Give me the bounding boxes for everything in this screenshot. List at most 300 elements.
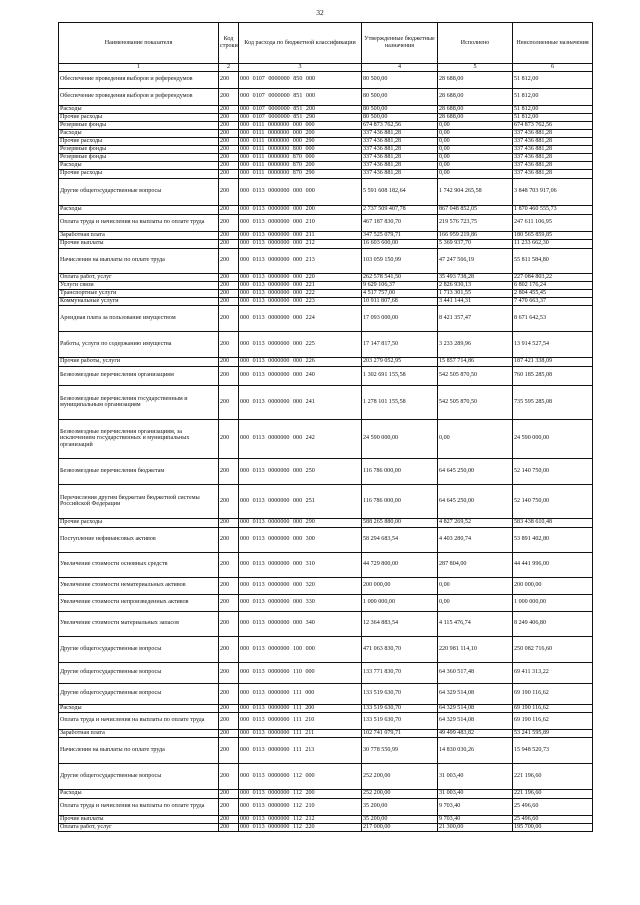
row-executed-amount: 542 505 870,50 [438, 385, 513, 419]
table-row [59, 281, 593, 289]
row-indicator-name: Другие общегосударственные вопросы [59, 178, 219, 205]
table-row [59, 518, 593, 527]
row-remaining-amount: 24 590 000,00 [513, 419, 593, 458]
table-row [59, 763, 593, 789]
table-row [59, 121, 593, 129]
row-remaining-amount: 53 241 595,89 [513, 729, 593, 737]
row-executed-amount: 28 688,00 [438, 113, 513, 121]
row-budget-classification: 000 0113 0000000 000 223 [239, 297, 362, 305]
row-approved-amount: 4 517 757,00 [362, 289, 438, 297]
header-remaining: Неисполненные назначения [513, 23, 593, 64]
row-remaining-amount: 674 873 762,56 [513, 121, 593, 129]
table-row [59, 129, 593, 137]
row-indicator-name: Увеличение стоимости основных средств [59, 552, 219, 577]
row-indicator-name: Арендная плата за пользование имуществом [59, 305, 219, 331]
row-remaining-amount: 11 233 662,30 [513, 239, 593, 248]
row-budget-classification: 000 0113 0000000 112 220 [239, 823, 362, 831]
row-executed-amount: 64 329 514,08 [438, 704, 513, 712]
row-executed-amount: 0,00 [438, 161, 513, 169]
row-executed-amount: 31 003,40 [438, 763, 513, 789]
row-indicator-name: Начисления на выплаты по оплате труда [59, 248, 219, 273]
table-row [59, 169, 593, 178]
row-indicator-name: Прочие расходы [59, 518, 219, 527]
row-indicator-name: Оплата труда и начисления на выплаты по оплате труда [59, 214, 219, 231]
row-remaining-amount: 337 436 881,28 [513, 137, 593, 145]
row-executed-amount: 0,00 [438, 145, 513, 153]
row-approved-amount: 467 187 830,70 [362, 214, 438, 231]
table-row [59, 357, 593, 366]
row-remaining-amount: 1 000 000,00 [513, 594, 593, 611]
row-executed-amount: 0,00 [438, 419, 513, 458]
row-budget-classification: 000 0113 0000000 000 240 [239, 366, 362, 385]
row-approved-amount: 17 093 000,00 [362, 305, 438, 331]
table-row [59, 366, 593, 385]
row-line-code: 200 [219, 518, 239, 527]
row-line-code: 200 [219, 137, 239, 145]
row-line-code: 200 [219, 366, 239, 385]
row-approved-amount: 252 200,00 [362, 763, 438, 789]
row-executed-amount: 0,00 [438, 137, 513, 145]
row-budget-classification: 000 0113 0000000 000 250 [239, 458, 362, 484]
row-budget-classification: 000 0113 0000000 000 200 [239, 205, 362, 214]
row-indicator-name: Обеспечение проведения выборов и референдумов [59, 71, 219, 88]
row-remaining-amount: 25 496,60 [513, 798, 593, 815]
row-line-code: 200 [219, 71, 239, 88]
table-body [59, 71, 593, 831]
row-budget-classification: 000 0113 0000000 000 213 [239, 248, 362, 273]
row-executed-amount: 0,00 [438, 129, 513, 137]
row-approved-amount: 252 200,00 [362, 789, 438, 798]
table-row [59, 153, 593, 161]
row-approved-amount: 116 786 000,00 [362, 484, 438, 518]
row-line-code: 200 [219, 145, 239, 153]
row-line-code: 200 [219, 214, 239, 231]
row-approved-amount: 200 000,00 [362, 577, 438, 594]
row-executed-amount: 31 003,40 [438, 789, 513, 798]
row-approved-amount: 347 525 079,71 [362, 231, 438, 239]
row-approved-amount: 5 591 608 182,64 [362, 178, 438, 205]
row-budget-classification: 000 0113 0000000 000 251 [239, 484, 362, 518]
table-row [59, 297, 593, 305]
row-budget-classification: 000 0113 0000000 000 241 [239, 385, 362, 419]
row-approved-amount: 80 500,00 [362, 88, 438, 105]
row-line-code: 200 [219, 113, 239, 121]
row-executed-amount: 64 645 250,00 [438, 458, 513, 484]
row-approved-amount: 44 729 800,00 [362, 552, 438, 577]
row-approved-amount: 217 000,00 [362, 823, 438, 831]
row-executed-amount: 0,00 [438, 594, 513, 611]
row-approved-amount: 1 302 691 155,58 [362, 366, 438, 385]
row-budget-classification: 000 0113 0000000 000 221 [239, 281, 362, 289]
table-row [59, 273, 593, 281]
row-remaining-amount: 221 196,60 [513, 763, 593, 789]
row-executed-amount: 9 703,40 [438, 815, 513, 823]
row-indicator-name: Другие общегосударственные вопросы [59, 636, 219, 662]
budget-execution-table [58, 22, 593, 832]
row-budget-classification: 000 0111 0000000 800 000 [239, 145, 362, 153]
table-row [59, 137, 593, 145]
row-executed-amount: 9 703,40 [438, 798, 513, 815]
table-row [59, 205, 593, 214]
row-remaining-amount: 195 700,00 [513, 823, 593, 831]
row-indicator-name: Другие общегосударственные вопросы [59, 683, 219, 704]
row-line-code: 200 [219, 577, 239, 594]
row-line-code: 200 [219, 161, 239, 169]
row-remaining-amount: 337 436 881,28 [513, 161, 593, 169]
row-line-code: 200 [219, 527, 239, 552]
row-approved-amount: 133 519 630,70 [362, 704, 438, 712]
row-budget-classification: 000 0113 0000000 000 340 [239, 611, 362, 636]
row-line-code: 200 [219, 297, 239, 305]
row-line-code: 200 [219, 611, 239, 636]
row-approved-amount: 10 911 807,68 [362, 297, 438, 305]
row-budget-classification: 000 0111 0000000 870 200 [239, 161, 362, 169]
row-remaining-amount: 53 891 402,80 [513, 527, 593, 552]
table-row [59, 577, 593, 594]
row-approved-amount: 24 590 000,00 [362, 419, 438, 458]
table-row [59, 289, 593, 297]
header-row [59, 23, 593, 64]
row-approved-amount: 80 500,00 [362, 105, 438, 113]
header-executed: Исполнено [438, 23, 513, 64]
row-indicator-name: Резервные фонды [59, 153, 219, 161]
row-budget-classification: 000 0111 0000000 000 000 [239, 121, 362, 129]
row-remaining-amount: 3 848 703 917,06 [513, 178, 593, 205]
row-budget-classification: 000 0113 0000000 111 213 [239, 737, 362, 763]
row-indicator-name: Безвозмездные перечисления организациям, за исключением государственных и муниципальных организаций [59, 419, 219, 458]
row-executed-amount: 64 329 514,08 [438, 712, 513, 729]
row-executed-amount: 21 300,00 [438, 823, 513, 831]
row-approved-amount: 1 000 000,00 [362, 594, 438, 611]
row-line-code: 200 [219, 594, 239, 611]
row-executed-amount: 4 827 269,52 [438, 518, 513, 527]
table-row [59, 737, 593, 763]
row-line-code: 200 [219, 273, 239, 281]
row-budget-classification: 000 0113 0000000 100 000 [239, 636, 362, 662]
row-budget-classification: 000 0113 0000000 111 211 [239, 729, 362, 737]
row-line-code: 200 [219, 248, 239, 273]
table-row [59, 105, 593, 113]
row-indicator-name: Услуги связи [59, 281, 219, 289]
row-executed-amount: 28 688,00 [438, 105, 513, 113]
table-row [59, 214, 593, 231]
row-approved-amount: 16 603 600,00 [362, 239, 438, 248]
column-number-row [59, 64, 593, 72]
row-remaining-amount: 44 441 996,00 [513, 552, 593, 577]
header-indicator-name: Наименование показателя [59, 23, 219, 64]
row-executed-amount: 1 713 301,55 [438, 289, 513, 297]
row-approved-amount: 17 147 817,50 [362, 331, 438, 357]
row-remaining-amount: 25 496,60 [513, 815, 593, 823]
row-executed-amount: 2 826 930,13 [438, 281, 513, 289]
row-remaining-amount: 337 436 881,28 [513, 129, 593, 137]
row-remaining-amount: 52 140 750,00 [513, 458, 593, 484]
row-executed-amount: 4 403 280,74 [438, 527, 513, 552]
row-indicator-name: Безвозмездные перечисления бюджетам [59, 458, 219, 484]
row-line-code: 200 [219, 178, 239, 205]
row-approved-amount: 337 436 881,28 [362, 169, 438, 178]
row-budget-classification: 000 0111 0000000 000 290 [239, 137, 362, 145]
row-indicator-name: Резервные фонды [59, 121, 219, 129]
row-line-code: 200 [219, 729, 239, 737]
row-remaining-amount: 760 185 285,08 [513, 366, 593, 385]
table-row [59, 385, 593, 419]
row-line-code: 200 [219, 385, 239, 419]
row-budget-classification: 000 0113 0000000 000 320 [239, 577, 362, 594]
row-budget-classification: 000 0111 0000000 870 290 [239, 169, 362, 178]
row-budget-classification: 000 0113 0000000 000 330 [239, 594, 362, 611]
table-row [59, 88, 593, 105]
row-budget-classification: 000 0113 0000000 112 200 [239, 789, 362, 798]
row-approved-amount: 35 200,00 [362, 815, 438, 823]
row-indicator-name: Прочие расходы [59, 113, 219, 121]
row-indicator-name: Резервные фонды [59, 145, 219, 153]
row-remaining-amount: 51 812,00 [513, 113, 593, 121]
row-budget-classification: 000 0113 0000000 112 212 [239, 815, 362, 823]
row-budget-classification: 000 0107 0000000 850 000 [239, 71, 362, 88]
row-budget-classification: 000 0111 0000000 870 000 [239, 153, 362, 161]
row-approved-amount: 337 436 881,28 [362, 129, 438, 137]
column-number: 2 [219, 64, 239, 72]
row-approved-amount: 2 737 509 407,78 [362, 205, 438, 214]
row-indicator-name: Расходы [59, 789, 219, 798]
row-remaining-amount: 15 948 520,73 [513, 737, 593, 763]
row-approved-amount: 262 578 541,50 [362, 273, 438, 281]
row-indicator-name: Увеличение стоимости непроизведенных активов [59, 594, 219, 611]
row-approved-amount: 80 500,00 [362, 71, 438, 88]
row-budget-classification: 000 0113 0000000 000 242 [239, 419, 362, 458]
column-number: 3 [239, 64, 362, 72]
row-line-code: 200 [219, 153, 239, 161]
row-approved-amount: 102 741 079,71 [362, 729, 438, 737]
row-indicator-name: Прочие выплаты [59, 815, 219, 823]
table-row [59, 527, 593, 552]
table-row [59, 484, 593, 518]
table-row [59, 71, 593, 88]
row-approved-amount: 337 436 881,28 [362, 137, 438, 145]
row-executed-amount: 0,00 [438, 577, 513, 594]
row-remaining-amount: 187 421 338,09 [513, 357, 593, 366]
row-executed-amount: 28 688,00 [438, 88, 513, 105]
row-line-code: 200 [219, 798, 239, 815]
row-line-code: 200 [219, 789, 239, 798]
row-indicator-name: Прочие выплаты [59, 239, 219, 248]
table-row [59, 594, 593, 611]
row-remaining-amount: 7 470 663,37 [513, 297, 593, 305]
row-approved-amount: 337 436 881,28 [362, 161, 438, 169]
header-approved: Утвержденные бюджетные назначения [362, 23, 438, 64]
row-approved-amount: 133 519 630,70 [362, 683, 438, 704]
row-remaining-amount: 51 812,00 [513, 88, 593, 105]
row-approved-amount: 30 778 550,99 [362, 737, 438, 763]
row-remaining-amount: 51 812,00 [513, 105, 593, 113]
row-approved-amount: 80 500,00 [362, 113, 438, 121]
row-remaining-amount: 221 196,60 [513, 789, 593, 798]
row-line-code: 200 [219, 419, 239, 458]
table-row [59, 662, 593, 683]
row-remaining-amount: 69 411 313,22 [513, 662, 593, 683]
column-number: 5 [438, 64, 513, 72]
row-budget-classification: 000 0113 0000000 000 000 [239, 178, 362, 205]
row-budget-classification: 000 0113 0000000 111 000 [239, 683, 362, 704]
row-indicator-name: Транспортные услуги [59, 289, 219, 297]
row-remaining-amount: 6 802 176,24 [513, 281, 593, 289]
table-row [59, 145, 593, 153]
row-line-code: 200 [219, 331, 239, 357]
row-approved-amount: 116 786 000,00 [362, 458, 438, 484]
row-indicator-name: Работы, услуги по содержанию имущества [59, 331, 219, 357]
row-executed-amount: 1 742 904 265,58 [438, 178, 513, 205]
table-row [59, 636, 593, 662]
table-row [59, 113, 593, 121]
row-remaining-amount: 8 249 406,80 [513, 611, 593, 636]
row-line-code: 200 [219, 552, 239, 577]
row-indicator-name: Безвозмездные перечисления организациям [59, 366, 219, 385]
row-budget-classification: 000 0113 0000000 000 225 [239, 331, 362, 357]
row-budget-classification: 000 0107 0000000 851 290 [239, 113, 362, 121]
row-line-code: 200 [219, 305, 239, 331]
row-approved-amount: 1 278 101 155,58 [362, 385, 438, 419]
row-budget-classification: 000 0113 0000000 000 290 [239, 518, 362, 527]
row-remaining-amount: 8 671 642,53 [513, 305, 593, 331]
row-indicator-name: Прочие расходы [59, 137, 219, 145]
row-indicator-name: Расходы [59, 704, 219, 712]
row-budget-classification: 000 0113 0000000 112 210 [239, 798, 362, 815]
row-line-code: 200 [219, 105, 239, 113]
row-executed-amount: 3 233 289,96 [438, 331, 513, 357]
header-line-code: Код строки [219, 23, 239, 64]
row-line-code: 200 [219, 683, 239, 704]
row-indicator-name: Расходы [59, 205, 219, 214]
page-number: 32 [316, 8, 324, 17]
row-remaining-amount: 247 611 106,95 [513, 214, 593, 231]
row-indicator-name: Перечисления другим бюджетам бюджетной системы Российской Федерации [59, 484, 219, 518]
row-executed-amount: 64 360 517,48 [438, 662, 513, 683]
row-remaining-amount: 337 436 881,28 [513, 169, 593, 178]
row-executed-amount: 64 329 514,08 [438, 683, 513, 704]
table-row [59, 789, 593, 798]
row-remaining-amount: 13 914 527,54 [513, 331, 593, 357]
row-budget-classification: 000 0113 0000000 111 210 [239, 712, 362, 729]
row-indicator-name: Увеличение стоимости материальных запасов [59, 611, 219, 636]
table-row [59, 704, 593, 712]
row-budget-classification: 000 0113 0000000 111 200 [239, 704, 362, 712]
table-row [59, 611, 593, 636]
row-line-code: 200 [219, 458, 239, 484]
table-row [59, 815, 593, 823]
row-budget-classification: 000 0113 0000000 000 224 [239, 305, 362, 331]
row-line-code: 200 [219, 205, 239, 214]
row-line-code: 200 [219, 88, 239, 105]
row-budget-classification: 000 0113 0000000 112 000 [239, 763, 362, 789]
row-line-code: 200 [219, 815, 239, 823]
row-executed-amount: 64 645 250,00 [438, 484, 513, 518]
row-executed-amount: 0,00 [438, 121, 513, 129]
row-approved-amount: 133 519 630,70 [362, 712, 438, 729]
table-row [59, 729, 593, 737]
row-indicator-name: Начисления на выплаты по оплате труда [59, 737, 219, 763]
row-indicator-name: Прочие расходы [59, 169, 219, 178]
table-row [59, 239, 593, 248]
row-budget-classification: 000 0113 0000000 000 211 [239, 231, 362, 239]
row-executed-amount: 0,00 [438, 169, 513, 178]
row-line-code: 200 [219, 737, 239, 763]
row-approved-amount: 12 364 883,54 [362, 611, 438, 636]
row-indicator-name: Другие общегосударственные вопросы [59, 662, 219, 683]
row-budget-classification: 000 0107 0000000 851 200 [239, 105, 362, 113]
column-number: 4 [362, 64, 438, 72]
row-approved-amount: 9 629 106,37 [362, 281, 438, 289]
row-budget-classification: 000 0113 0000000 000 226 [239, 357, 362, 366]
row-indicator-name: Поступление нефинансовых активов [59, 527, 219, 552]
table-row [59, 161, 593, 169]
table-row [59, 231, 593, 239]
row-executed-amount: 28 688,00 [438, 71, 513, 88]
row-line-code: 200 [219, 636, 239, 662]
row-line-code: 200 [219, 484, 239, 518]
row-line-code: 200 [219, 712, 239, 729]
row-indicator-name: Оплата работ, услуг [59, 273, 219, 281]
row-approved-amount: 337 436 881,28 [362, 145, 438, 153]
row-approved-amount: 471 063 830,70 [362, 636, 438, 662]
row-executed-amount: 166 959 219,86 [438, 231, 513, 239]
row-line-code: 200 [219, 129, 239, 137]
row-line-code: 200 [219, 169, 239, 178]
row-approved-amount: 133 771 830,70 [362, 662, 438, 683]
row-remaining-amount: 1 870 460 555,73 [513, 205, 593, 214]
row-indicator-name: Оплата труда и начисления на выплаты по оплате труда [59, 798, 219, 815]
table-row [59, 552, 593, 577]
row-remaining-amount: 51 812,00 [513, 71, 593, 88]
row-line-code: 200 [219, 289, 239, 297]
row-remaining-amount: 52 140 750,00 [513, 484, 593, 518]
row-executed-amount: 542 505 870,50 [438, 366, 513, 385]
row-indicator-name: Оплата труда и начисления на выплаты по оплате труда [59, 712, 219, 729]
row-line-code: 200 [219, 281, 239, 289]
row-indicator-name: Прочие работы, услуги [59, 357, 219, 366]
row-approved-amount: 203 279 052,95 [362, 357, 438, 366]
row-executed-amount: 867 048 852,05 [438, 205, 513, 214]
row-budget-classification: 000 0113 0000000 000 212 [239, 239, 362, 248]
row-executed-amount: 0,00 [438, 153, 513, 161]
row-budget-classification: 000 0111 0000000 000 200 [239, 129, 362, 137]
row-indicator-name: Заработная плата [59, 231, 219, 239]
row-budget-classification: 000 0113 0000000 110 000 [239, 662, 362, 683]
row-indicator-name: Коммунальные услуги [59, 297, 219, 305]
row-approved-amount: 58 294 683,54 [362, 527, 438, 552]
row-indicator-name: Расходы [59, 161, 219, 169]
row-approved-amount: 35 200,00 [362, 798, 438, 815]
row-indicator-name: Оплата работ, услуг [59, 823, 219, 831]
column-number: 6 [513, 64, 593, 72]
row-executed-amount: 219 576 723,75 [438, 214, 513, 231]
row-executed-amount: 35 493 738,28 [438, 273, 513, 281]
row-line-code: 200 [219, 823, 239, 831]
row-remaining-amount: 55 811 584,80 [513, 248, 593, 273]
row-line-code: 200 [219, 662, 239, 683]
row-line-code: 200 [219, 231, 239, 239]
row-indicator-name: Заработная плата [59, 729, 219, 737]
table-row [59, 419, 593, 458]
row-executed-amount: 49 499 483,82 [438, 729, 513, 737]
column-number: 1 [59, 64, 219, 72]
row-line-code: 200 [219, 357, 239, 366]
row-remaining-amount: 69 190 116,62 [513, 712, 593, 729]
row-budget-classification: 000 0113 0000000 000 300 [239, 527, 362, 552]
row-executed-amount: 4 115 476,74 [438, 611, 513, 636]
row-remaining-amount: 69 190 116,62 [513, 683, 593, 704]
row-executed-amount: 287 804,00 [438, 552, 513, 577]
